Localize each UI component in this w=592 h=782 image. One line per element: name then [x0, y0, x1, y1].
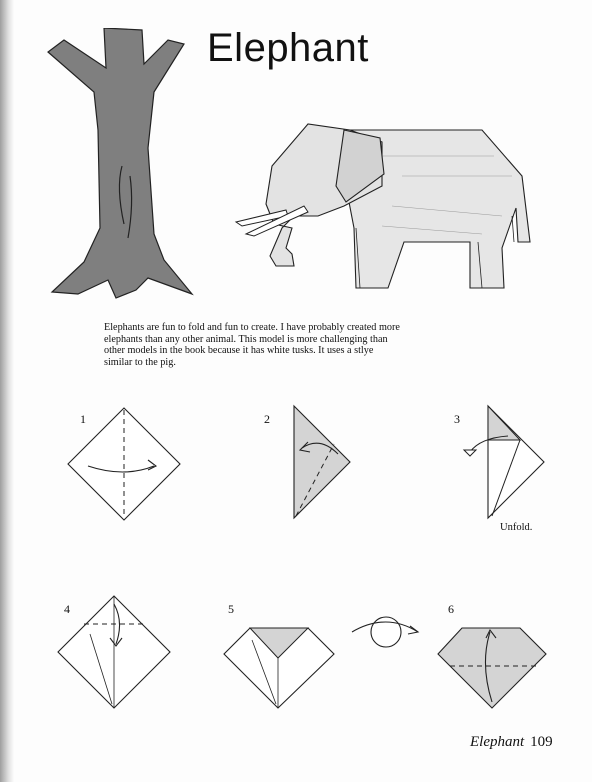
step-4-diagram [56, 594, 176, 710]
step-5-number: 5 [228, 602, 234, 616]
page-number: 109 [530, 734, 553, 750]
intro-paragraph: Elephants are fun to fold and fun to create. I have probably created more elephants than any other animal. This model is more challenging than other models in the book because it has white tusks. It uses a stlye similar to the pig. [104, 322, 400, 368]
page-title: Elephant [207, 26, 369, 70]
page-gutter-shadow [0, 0, 14, 782]
step-4-number: 4 [64, 602, 70, 616]
page-footer [470, 734, 553, 751]
step-6-number: 6 [448, 602, 454, 616]
step-5-diagram [222, 626, 338, 710]
step-1-diagram [66, 406, 186, 522]
step-2-number: 2 [264, 412, 270, 426]
step-3-caption: Unfold. [500, 522, 533, 533]
step-3-number: 3 [454, 412, 460, 426]
origami-elephant-illustration [232, 116, 536, 294]
footer-title: Elephant [470, 734, 525, 750]
turn-over-symbol [350, 614, 422, 650]
tree-illustration [44, 28, 204, 304]
step-1-number: 1 [80, 412, 86, 426]
step-2-diagram [290, 404, 354, 520]
step-3-diagram [456, 404, 548, 520]
step-6-diagram [436, 626, 550, 710]
